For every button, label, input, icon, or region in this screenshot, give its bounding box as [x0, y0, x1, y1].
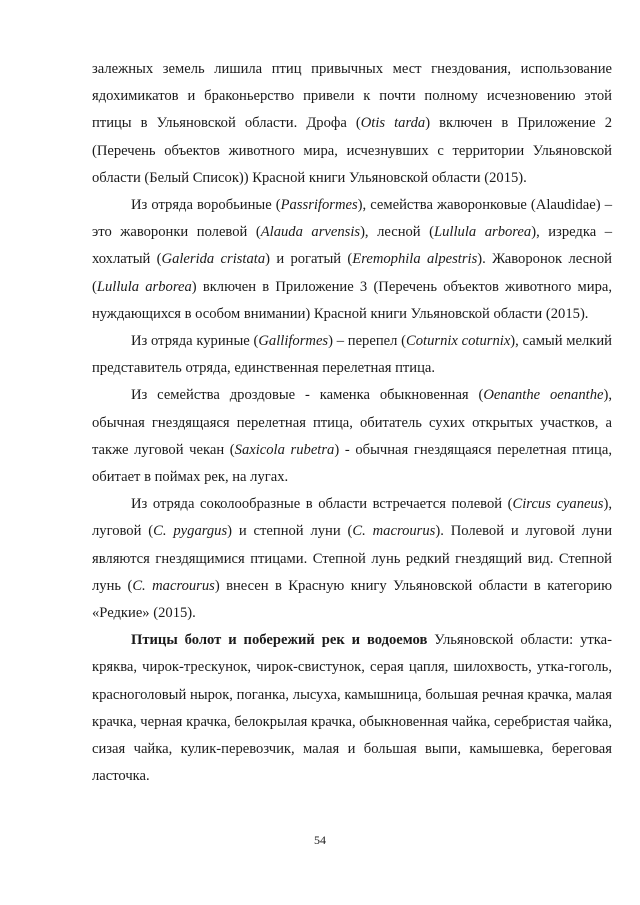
text-run: ), луговой (	[92, 496, 612, 540]
text-run: ) внесен в Красную книгу Ульяновской области в категорию «Редкие» (2015).	[92, 577, 612, 622]
latin-name: Saxicola rubetra	[234, 441, 335, 458]
paragraph-4	[92, 382, 612, 491]
text-run: ) и рогатый (	[265, 251, 353, 268]
latin-name: Alauda arvensis	[260, 224, 361, 241]
latin-name: Circus cyaneus	[512, 496, 604, 513]
text-run: Из отряда соколообразные в области встречается полевой (	[131, 496, 513, 513]
text-run: ) включен в Приложение 3 (Перечень объектов животного мира, нуждающихся в особом внимании) Красной книги Ульяновской области (2015).	[92, 278, 612, 322]
paragraph-6	[92, 627, 612, 790]
latin-name: Lullula arborea	[96, 278, 192, 295]
text-run: ), обычная гнездящаяся перелетная птица, обитатель сухих открытых участков, а также луговой чекан (	[92, 387, 612, 458]
text-run: Из отряда куриные (	[131, 333, 259, 350]
latin-name: Galliformes	[258, 333, 329, 350]
text-run: ), семейства жаворонковые (Alaudidae) – это жаворонки полевой (	[92, 197, 612, 241]
text-run: ) включен в Приложение 2 (Перечень объектов животного мира, исчезнувших с территории Ульяновской области (Белый Список)) Красной книги Ульяновской области (2015).	[92, 115, 612, 186]
text-run: ) - обычная гнездящаяся перелетная птица, обитает в поймах рек, на лугах.	[92, 441, 612, 486]
paragraph-1	[92, 56, 612, 192]
latin-name: Otis tarda	[360, 115, 426, 132]
latin-name: Oenanthe oenanthe	[483, 387, 604, 404]
bold-heading: Птицы болот и побережий рек и водоемов	[131, 632, 428, 649]
latin-name: Passriformes	[280, 197, 358, 214]
latin-name: Lullula arborea	[434, 224, 532, 241]
text-run: Из отряда воробьиные (	[131, 197, 281, 214]
latin-name: Eremophila alpestris	[352, 251, 478, 268]
latin-name: Coturnix coturnix	[406, 333, 511, 350]
text-run: ), самый мелкий представитель отряда, единственная перелетная птица.	[92, 333, 612, 377]
paragraph-5	[92, 491, 612, 627]
text-run: ) – перепел (	[328, 333, 407, 350]
text-run: ), лесной (	[360, 224, 435, 241]
latin-name: C. macrourus	[352, 523, 436, 540]
text-run: ) и степной луни (	[227, 523, 353, 540]
text-run: Из семейства дроздовые - каменка обыкновенная (	[131, 387, 484, 404]
text-run: Ульяновской области: утка-кряква, чирок-трескунок, чирок-свистунок, серая цапля, шилохвость, утка-гоголь, красноголовый нырок, поганка, лысуха, камышница, большая речная крачка, малая крачка, черная крачка, белокрылая крачка, обыкновенная чайка, серебристая чайка, сизая чайка, кулик-перевозчик, малая и большая выпи, камышевка, береговая ласточка.	[92, 632, 612, 785]
text-run: ), изредка – хохлатый (	[92, 224, 612, 268]
page-number: 54	[314, 833, 326, 847]
text-run: ). Жаворонок лесной (	[92, 251, 612, 295]
paragraph-3	[92, 328, 612, 382]
document-body	[92, 56, 612, 790]
text-run: залежных земель лишила птиц привычных мест гнездования, использование ядохимикатов и браконьерство привели к почти полному исчезновению этой птицы в Ульяновской области. Дрофа (	[92, 61, 612, 132]
latin-name: C. pygargus	[153, 523, 228, 540]
latin-name: C. macrourus	[132, 577, 215, 594]
paragraph-2	[92, 192, 612, 328]
latin-name: Galerida cristata	[161, 251, 266, 268]
text-run: ). Полевой и луговой луни являются гнездящимися птицами. Степной лунь редкий гнездящий вид. Степной лунь (	[92, 523, 613, 594]
